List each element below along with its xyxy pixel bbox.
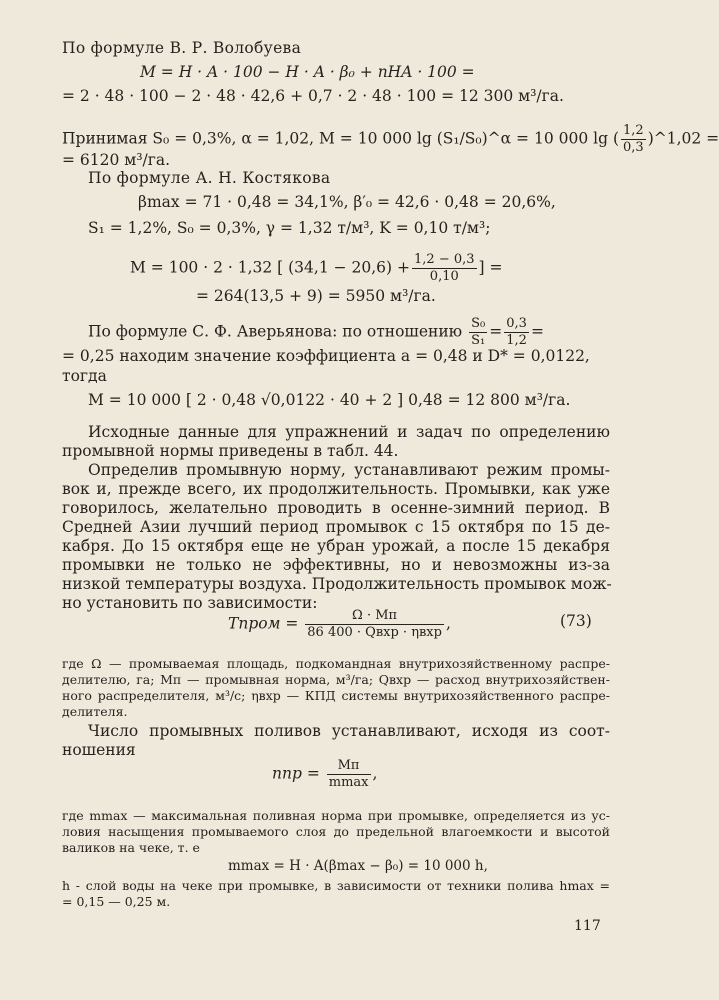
kost3-frac-den: 0,10 bbox=[429, 269, 459, 284]
equation-volobuev-2: = 2 · 48 · 100 − 2 · 48 · 42,6 + 0,7 · 2 · 48 · 100 = 12 300 м³/га. bbox=[62, 87, 564, 105]
para3-line-1: Число промывных поливов устанавливают, исходя из соот- bbox=[88, 722, 610, 740]
equation-kostyakov-1: βmax = 71 · 0,48 = 34,1%, β′₀ = 42,6 · 0,48 = 20,6%, bbox=[138, 193, 556, 211]
prinimaya-frac-den: 0,3 bbox=[623, 140, 644, 155]
prinimaya-left: Принимая S₀ = 0,3%, α = 1,02, M = 10 000 lg (S₁/S₀)^α = 10 000 lg ( bbox=[62, 129, 619, 148]
averyanov-frac-2 bbox=[504, 316, 529, 349]
kost3-left: M = 100 · 2 · 1,32 [ (34,1 − 20,6) + bbox=[130, 258, 411, 277]
averyanov-eq: = bbox=[489, 322, 503, 341]
npr-den: mmax bbox=[328, 775, 369, 790]
note-mmax-line: где mmax — максимальная поливная норма при промывке, определяется из ус- bbox=[62, 808, 610, 823]
heading-kostyakov: По формуле А. Н. Костякова bbox=[88, 169, 331, 187]
equation-kostyakov-2: S₁ = 1,2%, S₀ = 0,3%, γ = 1,32 т/м³, K = 0,10 т/м³; bbox=[88, 219, 491, 237]
averyanov-frac2-den: 1,2 bbox=[506, 333, 527, 348]
note-h-line-2: = 0,15 — 0,25 м. bbox=[62, 894, 171, 909]
para2-line: Средней Азии лучший период промывок с 15 октября по 15 де- bbox=[62, 518, 610, 536]
kost3-frac-num: 1,2 − 0,3 bbox=[414, 252, 475, 267]
eq73-fraction bbox=[305, 608, 444, 641]
eq73-comma: , bbox=[445, 614, 451, 633]
eq73-left: Tпром = bbox=[228, 614, 299, 633]
page-number: 117 bbox=[574, 918, 601, 934]
note-h-line-1: h - слой воды на чеке при промывке, в зависимости от техники полива hmax = bbox=[62, 878, 610, 893]
prinimaya-fraction bbox=[621, 123, 646, 156]
para2-line: вок и, прежде всего, их продолжительность. Промывки, как уже bbox=[62, 480, 610, 498]
equation-kostyakov-4: = 264(13,5 + 9) = 5950 м³/га. bbox=[196, 287, 436, 305]
averyanov-frac2-num: 0,3 bbox=[506, 316, 527, 331]
para2-line: низкой температуры воздуха. Продолжительность промывок мож- bbox=[62, 575, 612, 593]
prinimaya-right: )^1,02 = bbox=[647, 129, 719, 148]
averyanov-frac1-den: S₁ bbox=[471, 333, 486, 348]
para2-line: но установить по зависимости: bbox=[62, 594, 318, 612]
note-mmax-line: ловия насыщения промываемого слоя до предельной влагоемкости и высотой bbox=[62, 824, 610, 839]
kost3-fraction bbox=[412, 252, 477, 285]
equation-mmax: mmax = H · A(βmax − β₀) = 10 000 h, bbox=[228, 858, 488, 874]
para2-line: промывки не только не эффективны, но и невозможны из-за bbox=[62, 556, 610, 574]
heading-volobuev: По формуле В. Р. Волобуева bbox=[62, 39, 302, 57]
equation-number-73: (73) bbox=[560, 612, 592, 630]
para1-line-2: промывной нормы приведены в табл. 44. bbox=[62, 442, 399, 460]
equation-volobuev-1: M = H · A · 100 − H · A · β₀ + nHA · 100 = bbox=[140, 63, 475, 81]
averyanov-line-1 bbox=[88, 316, 544, 349]
averyanov-text: По формуле С. Ф. Аверьянова: по отношению bbox=[88, 322, 463, 341]
averyanov-line-2: = 0,25 находим значение коэффициента a = 0,48 и D* = 0,0122, bbox=[62, 347, 590, 365]
equation-73 bbox=[228, 608, 451, 641]
para3-line-2: ношения bbox=[62, 741, 136, 759]
note73-line: делителю, га; Mп — промывная норма, м³/га; Qвхр — расход внутрихозяйствен- bbox=[62, 672, 610, 687]
averyanov-line-3: тогда bbox=[62, 367, 107, 385]
para2-line: Определив промывную норму, устанавливают режим промы- bbox=[88, 461, 610, 479]
equation-averyanov: M = 10 000 [ 2 · 0,48 √0,0122 · 40 + 2 ] 0,48 = 12 800 м³/га. bbox=[88, 391, 571, 409]
prinimaya-result: = 6120 м³/га. bbox=[62, 151, 171, 169]
prinimaya-frac-num: 1,2 bbox=[623, 123, 644, 138]
npr-fraction bbox=[327, 758, 371, 791]
eq73-num: Ω · Mп bbox=[305, 608, 444, 625]
eq73-den: 86 400 · Qвхр · ηвхр bbox=[307, 625, 442, 640]
note-mmax-line: валиков на чеке, т. е bbox=[62, 840, 200, 855]
kost3-right: ] = bbox=[478, 258, 503, 277]
note73-line: ного распределителя, м³/с; ηвхр — КПД системы внутрихозяйственного распре- bbox=[62, 688, 610, 703]
npr-left: nпр = bbox=[272, 764, 320, 783]
averyanov-end: = bbox=[530, 322, 544, 341]
para2-line: кабря. До 15 октября еще не убран урожай, а после 15 декабря bbox=[62, 537, 610, 555]
averyanov-frac1-num: S₀ bbox=[471, 316, 486, 331]
npr-num: Mп bbox=[327, 758, 371, 775]
averyanov-frac-1 bbox=[469, 316, 487, 349]
equation-npr bbox=[272, 758, 377, 791]
npr-comma: , bbox=[372, 764, 378, 783]
note73-line: делителя. bbox=[62, 704, 128, 719]
para1-line-1: Исходные данные для упражнений и задач по определению bbox=[88, 423, 610, 441]
para2-line: говорилось, желательно проводить в осенне-зимний период. В bbox=[62, 499, 610, 517]
equation-kostyakov-3 bbox=[130, 252, 503, 285]
note73-line: где Ω — промываемая площадь, подкомандная внутрихозяйственному распре- bbox=[62, 656, 610, 671]
